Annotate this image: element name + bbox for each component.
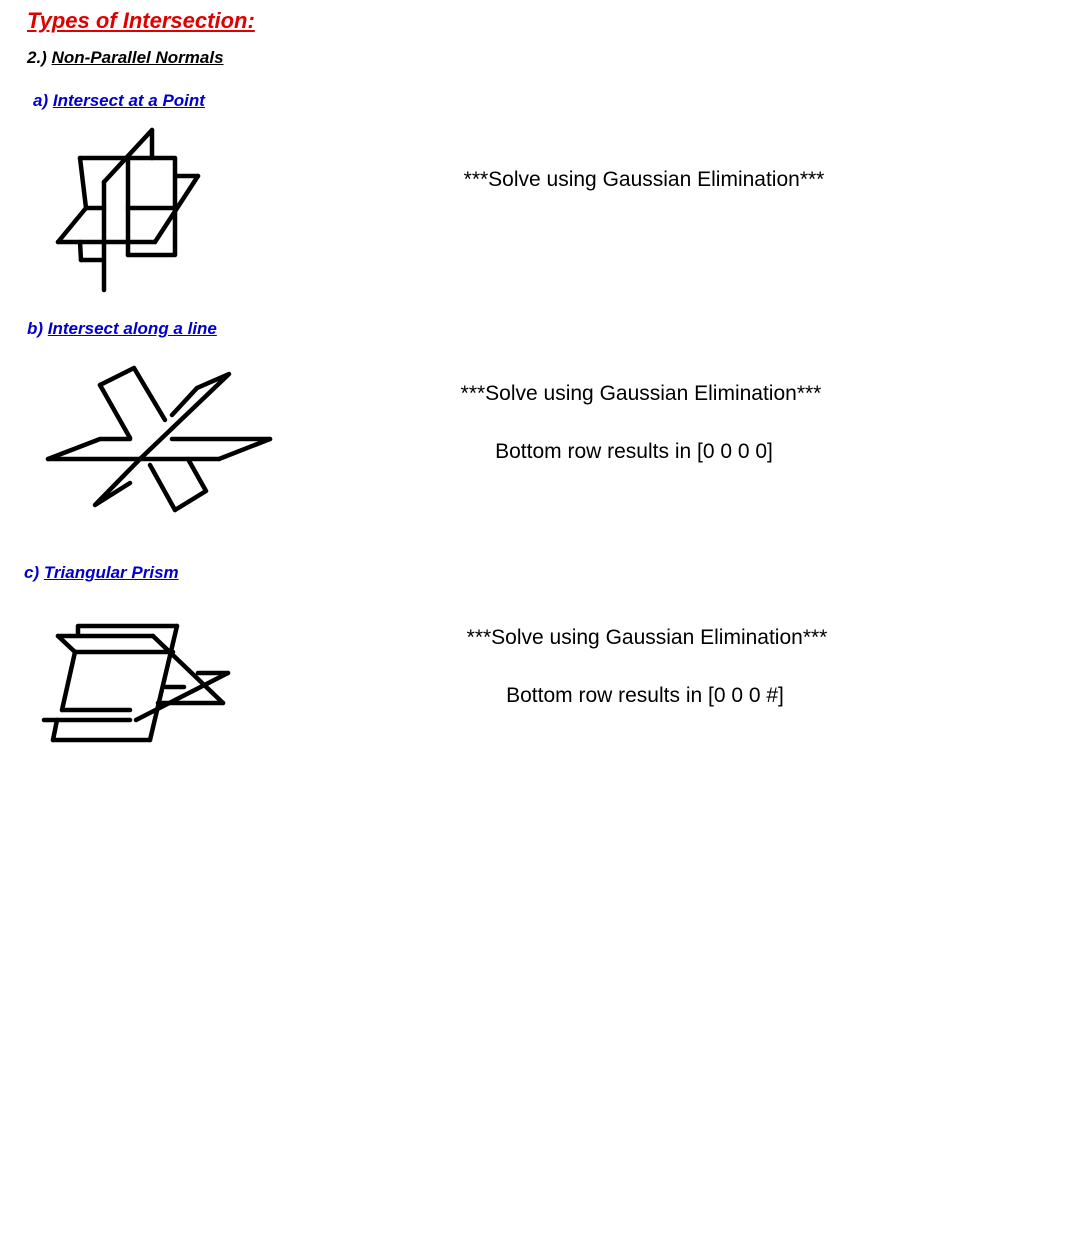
- subtitle-text: Non-Parallel Normals: [51, 48, 224, 67]
- case-c-heading: [24, 563, 179, 583]
- case-c-note-2: Bottom row results in [0 0 0 #]: [506, 684, 784, 707]
- triangular-prism-figure: [35, 615, 240, 750]
- case-b-heading: [27, 319, 217, 339]
- case-b-note-1: ***Solve using Gaussian Elimination***: [460, 382, 822, 405]
- case-a-title: Intersect at a Point: [52, 91, 205, 110]
- case-a-note-1: ***Solve using Gaussian Elimination***: [463, 168, 825, 191]
- case-a-letter: a): [33, 91, 49, 110]
- planes-intersect-point-figure: [40, 120, 220, 305]
- planes-intersect-line-figure: [40, 360, 280, 520]
- subtitle-number: 2.): [27, 48, 47, 67]
- case-c-letter: c): [24, 563, 40, 582]
- section-subtitle: [27, 48, 224, 68]
- case-c-note-1: ***Solve using Gaussian Elimination***: [466, 626, 828, 649]
- page-title: Types of Intersection:: [27, 8, 255, 33]
- case-b-title: Intersect along a line: [47, 319, 217, 338]
- case-a-heading: [33, 91, 205, 111]
- case-c-title: Triangular Prism: [43, 563, 179, 582]
- case-b-letter: b): [27, 319, 44, 338]
- case-b-note-2: Bottom row results in [0 0 0 0]: [495, 440, 773, 463]
